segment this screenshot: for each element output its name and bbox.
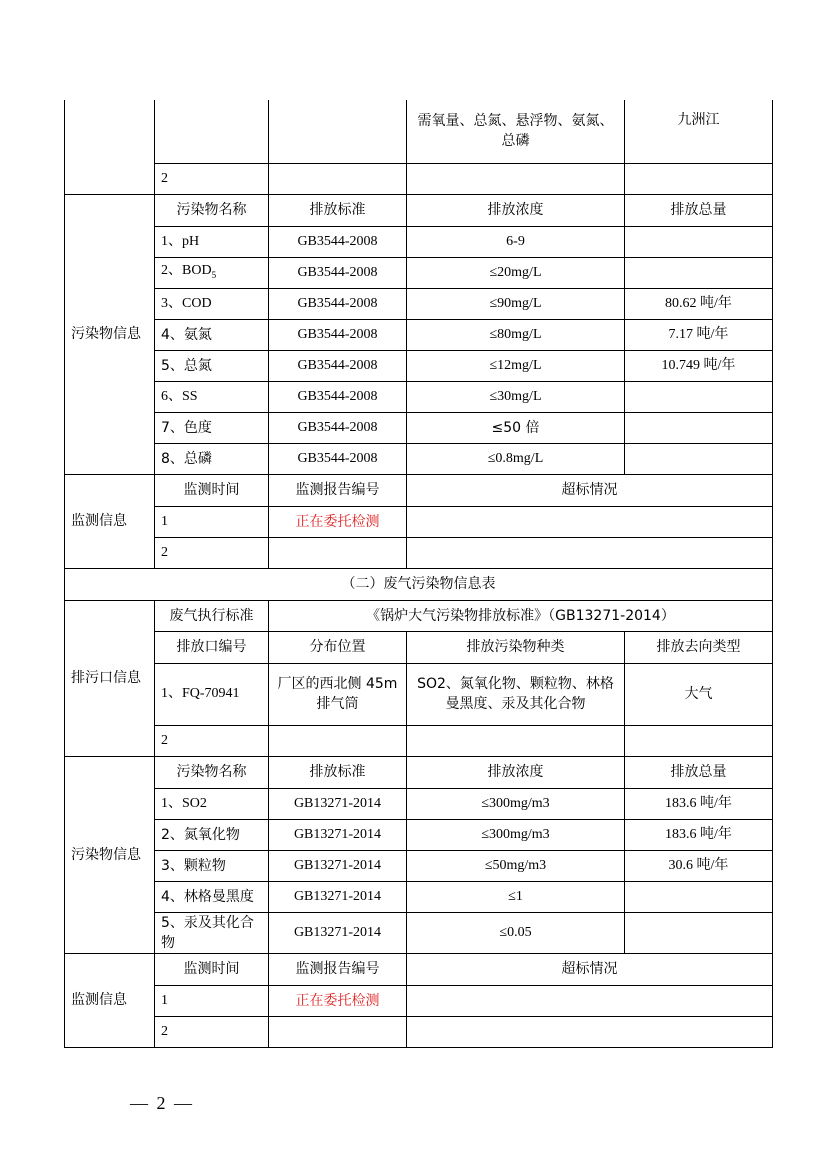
column-header: 污染物名称 (155, 756, 269, 788)
column-header: 污染物名称 (155, 194, 269, 226)
report-number (269, 537, 407, 568)
emission-total: 183.6 吨/年 (625, 819, 773, 850)
report-number (269, 1016, 407, 1047)
emission-concentration: ≤90mg/L (407, 288, 625, 319)
continued-label-cell (65, 100, 155, 194)
column-header: 监测报告编号 (269, 474, 407, 506)
water-destination: 九洲江 (625, 100, 773, 163)
pollutant-name: 7、色度 (155, 412, 269, 443)
table-row (65, 819, 773, 850)
pollutant-name: 4、林格曼黑度 (155, 881, 269, 912)
emission-total (625, 912, 773, 953)
emission-total (625, 257, 773, 288)
table-row (65, 319, 773, 350)
emission-concentration: ≤300mg/m3 (407, 819, 625, 850)
column-header: 排放浓度 (407, 194, 625, 226)
emission-standard: GB3544-2008 (269, 381, 407, 412)
column-header: 排放总量 (625, 756, 773, 788)
pollutant-name: 5、汞及其化合物 (155, 912, 269, 953)
emission-standard: GB3544-2008 (269, 350, 407, 381)
exceed-status (407, 537, 773, 568)
emission-total: 7.17 吨/年 (625, 319, 773, 350)
table-header-row (65, 953, 773, 985)
table-row (65, 412, 773, 443)
pollutant-name: 6、SS (155, 381, 269, 412)
table-row (65, 725, 773, 756)
page-number: — 2 — (130, 1093, 194, 1113)
emission-total: 30.6 吨/年 (625, 850, 773, 881)
column-header: 监测时间 (155, 474, 269, 506)
outlet-pollutant-types (407, 725, 625, 756)
table-row (65, 788, 773, 819)
table-row (65, 381, 773, 412)
table-row (65, 912, 773, 953)
emission-concentration: ≤30mg/L (407, 381, 625, 412)
emission-standard: GB3544-2008 (269, 288, 407, 319)
row-index: 1 (155, 506, 269, 537)
pollutant-name (155, 257, 269, 288)
section-label: 污染物信息 (65, 756, 155, 953)
row-index: 1 (155, 985, 269, 1016)
section-label: 监测信息 (65, 474, 155, 568)
row-index: 2 (155, 537, 269, 568)
pollutant-name: 1、pH (155, 226, 269, 257)
emission-concentration: ≤20mg/L (407, 257, 625, 288)
table-row (65, 100, 773, 163)
emission-standard: GB13271-2014 (269, 881, 407, 912)
pollutant-name: 3、颗粒物 (155, 850, 269, 881)
emission-total (625, 443, 773, 474)
section-label: 排污口信息 (65, 600, 155, 756)
report-number: 正在委托检测 (269, 506, 407, 537)
emission-total (625, 226, 773, 257)
table-header-row (65, 474, 773, 506)
emission-total: 80.62 吨/年 (625, 288, 773, 319)
emission-standard: GB3544-2008 (269, 226, 407, 257)
section-label: 污染物信息 (65, 194, 155, 474)
table-row (65, 257, 773, 288)
table-row (65, 663, 773, 725)
pollutant-info-table (64, 100, 773, 1048)
column-header: 排放去向类型 (625, 631, 773, 663)
column-header: 排放浓度 (407, 756, 625, 788)
column-header: 排放口编号 (155, 631, 269, 663)
column-header: 排放标准 (269, 756, 407, 788)
emission-standard: GB3544-2008 (269, 319, 407, 350)
emission-total (625, 381, 773, 412)
table-row (65, 163, 773, 194)
pollutant-name: 2、氮氧化物 (155, 819, 269, 850)
outlet-destination: 大气 (625, 663, 773, 725)
emission-standard: GB13271-2014 (269, 819, 407, 850)
emission-total: 10.749 吨/年 (625, 350, 773, 381)
emission-standard: GB3544-2008 (269, 257, 407, 288)
row-index: 2 (155, 1016, 269, 1047)
pollutant-name: 5、总氮 (155, 350, 269, 381)
emission-standard: GB3544-2008 (269, 443, 407, 474)
table-row (65, 881, 773, 912)
gas-standard-value: 《锅炉大气污染物排放标准》（GB13271-2014） (269, 600, 773, 631)
emission-standard: GB13271-2014 (269, 850, 407, 881)
column-header: 分布位置 (269, 631, 407, 663)
emission-total (625, 881, 773, 912)
emission-concentration: ≤0.8mg/L (407, 443, 625, 474)
pollutant-name-main: 2、BOD (161, 262, 212, 278)
column-header: 监测时间 (155, 953, 269, 985)
outlet-id: 2 (155, 725, 269, 756)
emission-concentration: ≤0.05 (407, 912, 625, 953)
emission-concentration: ≤300mg/m3 (407, 788, 625, 819)
pollutant-name-subscript: 5 (211, 269, 217, 280)
table-header-row (65, 756, 773, 788)
emission-concentration: ≤50 倍 (407, 412, 625, 443)
outlet-pollutant-types: SO2、氮氧化物、颗粒物、林格曼黑度、汞及其化合物 (407, 663, 625, 725)
emission-concentration: ≤80mg/L (407, 319, 625, 350)
emission-standard: GB3544-2008 (269, 412, 407, 443)
gas-table-title: （二）废气污染物信息表 (65, 568, 773, 600)
outlet-destination (625, 725, 773, 756)
column-header: 超标情况 (407, 474, 773, 506)
column-header: 监测报告编号 (269, 953, 407, 985)
table-row (65, 350, 773, 381)
water-pollutant-types: 需氧量、总氮、悬浮物、氨氮、总磷 (407, 100, 625, 163)
exceed-status (407, 506, 773, 537)
table-row (65, 1016, 773, 1047)
emission-total: 183.6 吨/年 (625, 788, 773, 819)
table-row (65, 226, 773, 257)
pollutant-name: 4、氨氮 (155, 319, 269, 350)
emission-concentration: ≤1 (407, 881, 625, 912)
emission-standard: GB13271-2014 (269, 788, 407, 819)
table-row (65, 443, 773, 474)
emission-concentration: ≤12mg/L (407, 350, 625, 381)
emission-standard: GB13271-2014 (269, 912, 407, 953)
table-row (65, 600, 773, 631)
table-header-row (65, 631, 773, 663)
exceed-status (407, 985, 773, 1016)
exceed-status (407, 1016, 773, 1047)
emission-concentration: ≤50mg/m3 (407, 850, 625, 881)
column-header: 超标情况 (407, 953, 773, 985)
column-header: 排放总量 (625, 194, 773, 226)
outlet-location (269, 725, 407, 756)
table-row (65, 850, 773, 881)
column-header: 排放标准 (269, 194, 407, 226)
column-header: 排放污染物种类 (407, 631, 625, 663)
table-row (65, 985, 773, 1016)
table-header-row (65, 194, 773, 226)
report-number: 正在委托检测 (269, 985, 407, 1016)
emission-total (625, 412, 773, 443)
table-row (65, 506, 773, 537)
table-row (65, 288, 773, 319)
outlet-location: 厂区的西北侧 45m 排气筒 (269, 663, 407, 725)
row-index: 2 (155, 163, 269, 194)
table-row (65, 537, 773, 568)
emission-concentration: 6-9 (407, 226, 625, 257)
pollutant-name: 8、总磷 (155, 443, 269, 474)
table-row (65, 568, 773, 600)
section-label: 监测信息 (65, 953, 155, 1047)
pollutant-name: 1、SO2 (155, 788, 269, 819)
outlet-id: 1、FQ-70941 (155, 663, 269, 725)
gas-standard-label: 废气执行标准 (155, 600, 269, 631)
pollutant-name: 3、COD (155, 288, 269, 319)
